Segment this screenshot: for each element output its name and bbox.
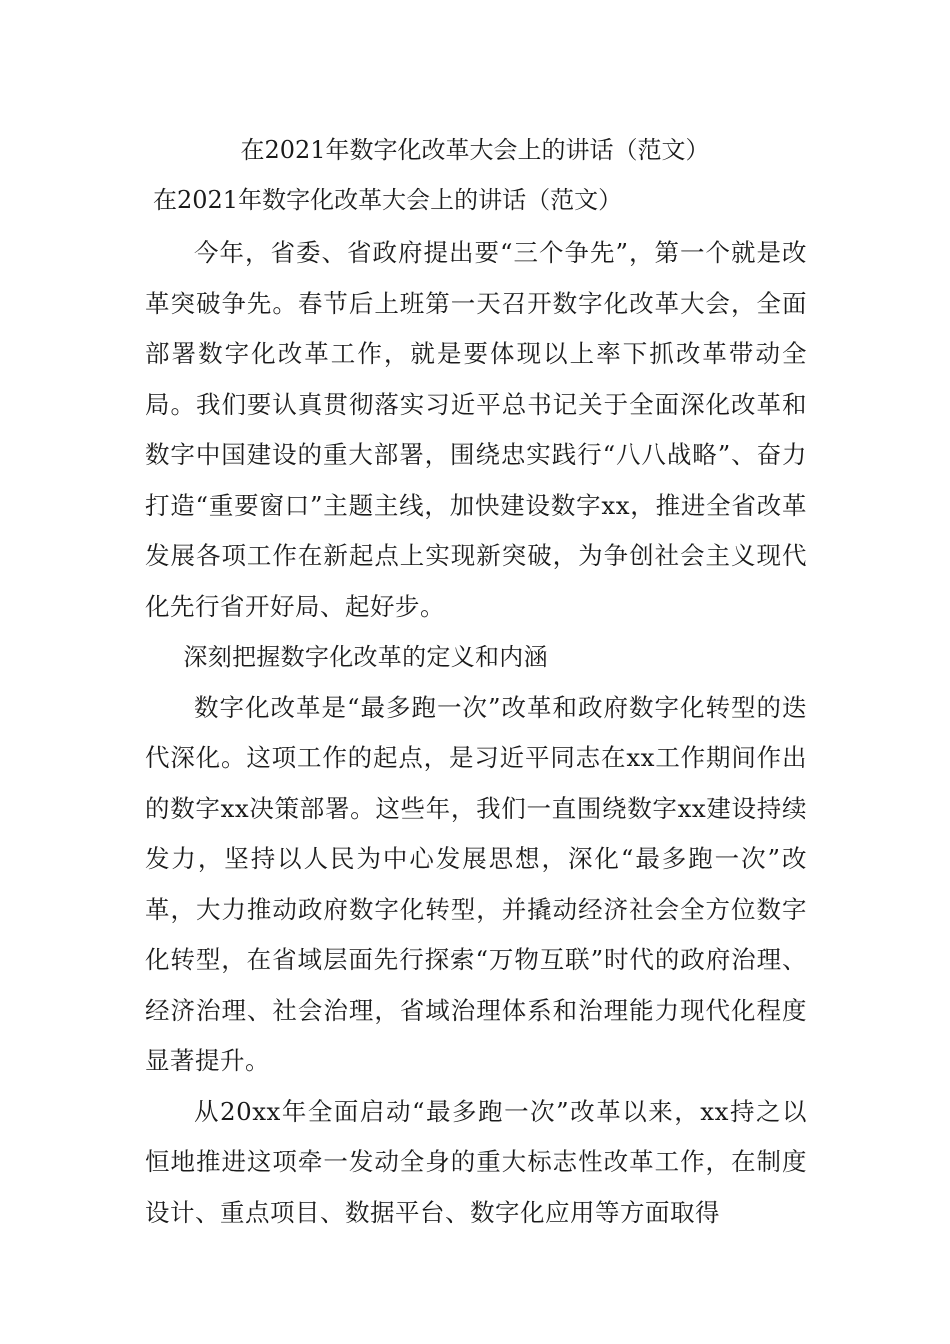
document-body [145,228,807,1238]
document-subtitle: 在2021年数字化改革大会上的讲话（范文） [153,186,623,214]
paragraph-intro: 今年，省委、省政府提出要“三个争先”，第一个就是改革突破争先。春节后上班第一天召开数字化改革大会，全面部署数字化改革工作，就是要体现以上率下抓改革带动全局。我们要认真贯彻落实习近平总书记关于全面深化改革和数字中国建设的重大部署，围绕忠实践行“八八战略”、奋力打造“重要窗口”主题主线，加快建设数字xx，推进全省改革发展各项工作在新起点上实现新突破，为争创社会主义现代化先行省开好局、起好步。 [145,238,807,621]
document-title: 在2021年数字化改革大会上的讲话（范文） [240,136,710,164]
paragraph-definition: 数字化改革是“最多跑一次”改革和政府数字化转型的迭代深化。这项工作的起点，是习近平同志在xx工作期间作出的数字xx决策部署。这些年，我们一直围绕数字xx建设持续发力，坚持以人民为中心发展思想，深化“最多跑一次”改革，大力推动政府数字化转型，并撬动经济社会全方位数字化转型，在省域层面先行探索“万物互联”时代的政府治理、经济治理、社会治理，省域治理体系和治理能力现代化程度显著提升。 [145,692,807,1075]
paragraph-history: 从20xx年全面启动“最多跑一次”改革以来，xx持之以恒地推进这项牵一发动全身的重大标志性改革工作，在制度设计、重点项目、数据平台、数字化应用等方面取得 [145,1096,807,1227]
section-heading: 深刻把握数字化改革的定义和内涵 [183,643,548,671]
